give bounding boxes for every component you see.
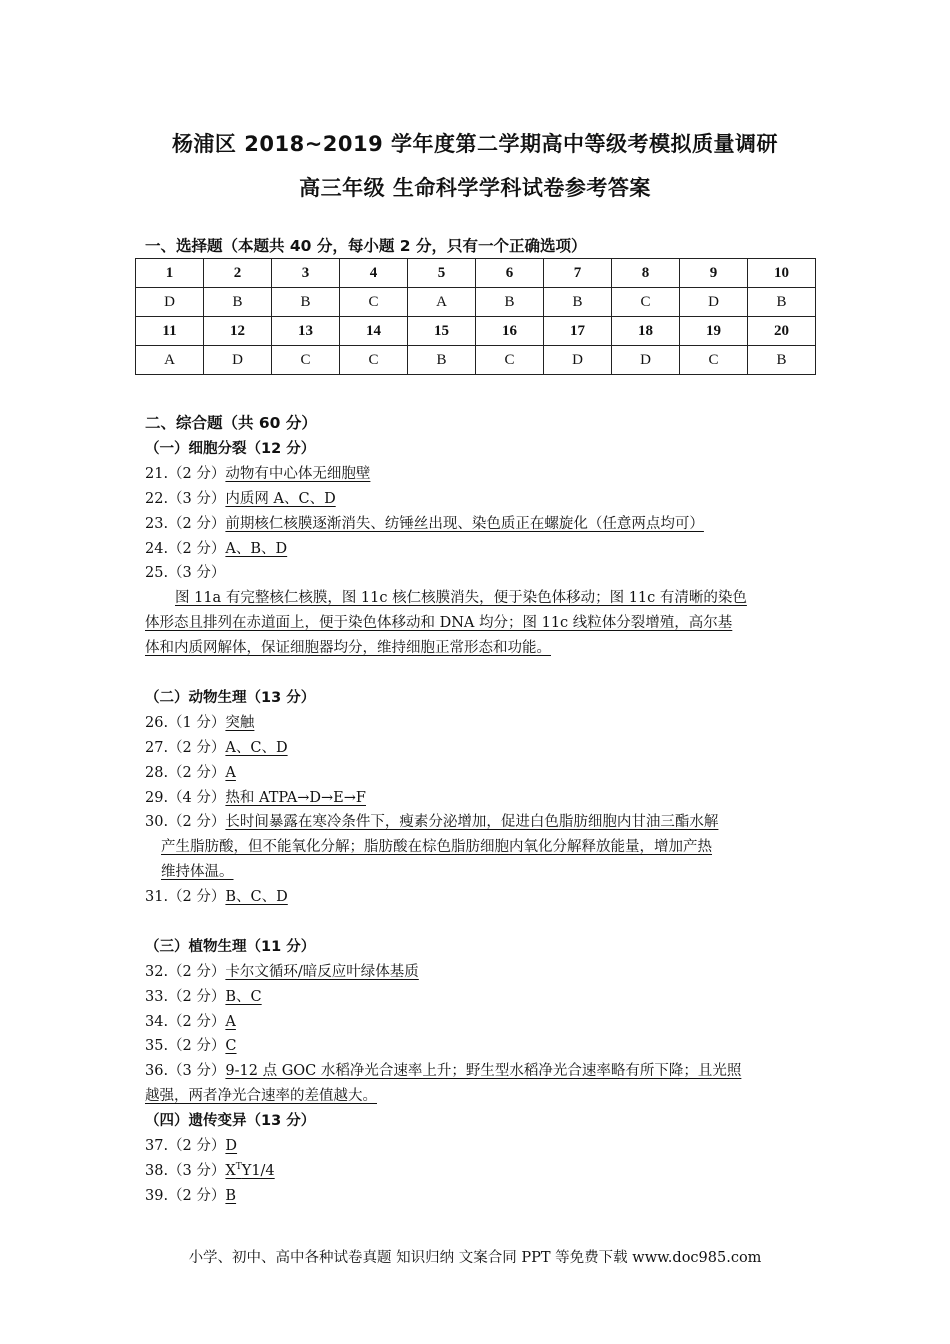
part-4-title: （四）遗传变异（13 分）	[145, 1113, 316, 1129]
table-cell: 7	[544, 259, 612, 288]
answer-text: 长时间暴露在寒冷条件下，瘦素分泌增加，促进白色脂肪细胞内甘油三酯水解	[225, 814, 719, 830]
question-prefix: 30.（2 分）	[145, 814, 226, 830]
table-cell: 19	[680, 317, 748, 346]
table-cell: D	[204, 346, 272, 375]
answer-x: X	[225, 1163, 236, 1179]
table-cell: 14	[340, 317, 408, 346]
answer-30-line-1	[145, 810, 718, 831]
answer-text: B、C、D	[225, 889, 288, 905]
answer-35	[145, 1034, 237, 1055]
answer-text: A	[225, 765, 236, 781]
table-cell: 13	[272, 317, 340, 346]
answer-text	[225, 1163, 274, 1179]
table-cell: 18	[612, 317, 680, 346]
question-prefix: 33.（2 分）	[145, 989, 226, 1005]
table-cell: 20	[748, 317, 816, 346]
answer-24	[145, 537, 287, 558]
table-row-answers-1	[136, 288, 816, 317]
answer-25-line-3: 体和内质网解体，保证细胞器均分，维持细胞正常形态和功能。	[145, 640, 551, 656]
table-cell: C	[272, 346, 340, 375]
question-prefix: 27.（2 分）	[145, 740, 226, 756]
table-cell: B	[476, 288, 544, 317]
question-prefix: 31.（2 分）	[145, 889, 226, 905]
answer-34	[145, 1010, 236, 1031]
table-cell: B	[544, 288, 612, 317]
page-subtitle: 高三年级 生命科学学科试卷参考答案	[299, 176, 651, 200]
answer-text: A、C、D	[225, 740, 288, 756]
table-cell: C	[340, 288, 408, 317]
section-1-heading: 一、选择题（本题共 40 分，每小题 2 分，只有一个正确选项）	[145, 237, 587, 255]
question-prefix: 35.（2 分）	[145, 1038, 226, 1054]
answer-36-line-2: 越强，两者净光合速率的差值越大。	[145, 1088, 377, 1104]
answer-text: C	[225, 1038, 237, 1054]
table-row-numbers-1	[136, 259, 816, 288]
answer-30-line-3: 维持体温。	[161, 864, 234, 880]
answer-25-prefix: 25.（3 分）	[145, 565, 226, 581]
question-prefix: 34.（2 分）	[145, 1014, 226, 1030]
question-prefix: 36.（3 分）	[145, 1063, 226, 1079]
answer-26	[145, 711, 254, 732]
table-cell: D	[544, 346, 612, 375]
answer-36-line-1	[145, 1059, 741, 1080]
table-cell: 15	[408, 317, 476, 346]
table-cell: 12	[204, 317, 272, 346]
page-footer: 小学、初中、高中各种试卷真题 知识归纳 文案合同 PPT 等免费下载 www.doc985.com	[188, 1250, 762, 1266]
question-prefix: 26.（1 分）	[145, 715, 226, 731]
answer-text: 突触	[225, 715, 255, 731]
table-cell: A	[408, 288, 476, 317]
answer-text: 内质网 A、C、D	[225, 491, 336, 507]
answer-22	[145, 487, 336, 508]
table-cell: 11	[136, 317, 204, 346]
answer-text: B、C	[225, 989, 262, 1005]
answer-27	[145, 736, 288, 757]
section-2-heading: 二、综合题（共 60 分）	[145, 414, 317, 432]
table-cell: 4	[340, 259, 408, 288]
answer-32	[145, 960, 419, 981]
table-cell: B	[748, 346, 816, 375]
part-1-title: （一）细胞分裂（12 分）	[145, 441, 316, 457]
answer-text: 动物有中心体无细胞壁	[225, 466, 371, 482]
table-cell: 8	[612, 259, 680, 288]
answer-39	[145, 1184, 236, 1205]
question-prefix: 28.（2 分）	[145, 765, 226, 781]
question-prefix: 23.（2 分）	[145, 516, 226, 532]
table-cell: 2	[204, 259, 272, 288]
answer-text: 卡尔文循环/暗反应叶绿体基质	[225, 964, 419, 980]
answer-31	[145, 885, 288, 906]
choice-answer-table	[135, 258, 816, 375]
answer-33	[145, 985, 262, 1006]
table-row-numbers-2	[136, 317, 816, 346]
table-cell: 16	[476, 317, 544, 346]
answer-23	[145, 512, 704, 533]
table-cell: C	[340, 346, 408, 375]
answer-text: 前期核仁核膜逐渐消失、纺锤丝出现、染色质正在螺旋化（任意两点均可）	[225, 516, 704, 532]
table-cell: C	[680, 346, 748, 375]
table-row-answers-2	[136, 346, 816, 375]
answer-28	[145, 761, 236, 782]
table-cell: B	[408, 346, 476, 375]
table-cell: B	[272, 288, 340, 317]
table-cell: D	[136, 288, 204, 317]
table-cell: B	[204, 288, 272, 317]
answer-29	[145, 786, 366, 807]
answer-superscript: T	[235, 1162, 242, 1173]
question-prefix: 24.（2 分）	[145, 541, 226, 557]
answer-25-line-2: 体形态且排列在赤道面上，便于染色体移动和 DNA 均分；图 11c 线粒体分裂增殖，高尔基	[145, 615, 733, 631]
table-cell: C	[476, 346, 544, 375]
answer-text: B	[225, 1188, 237, 1204]
question-prefix: 22.（3 分）	[145, 491, 226, 507]
table-cell: 17	[544, 317, 612, 346]
table-cell: 10	[748, 259, 816, 288]
question-prefix: 37.（2 分）	[145, 1138, 226, 1154]
answer-text: 9-12 点 GOC 水稻净光合速率上升；野生型水稻净光合速率略有所下降；且光照	[225, 1063, 742, 1079]
question-prefix: 32.（2 分）	[145, 964, 226, 980]
table-cell: A	[136, 346, 204, 375]
answer-text: D	[225, 1138, 238, 1154]
answer-text: 热和 ATPA→D→E→F	[225, 790, 366, 806]
table-cell: 9	[680, 259, 748, 288]
table-cell: D	[680, 288, 748, 317]
answer-37	[145, 1134, 237, 1155]
table-cell: 5	[408, 259, 476, 288]
table-cell: D	[612, 346, 680, 375]
answer-25-line-1: 图 11a 有完整核仁核膜，图 11c 核仁核膜消失，便于染色体移动；图 11c 有清晰的染色	[175, 590, 747, 606]
answer-21	[145, 462, 370, 483]
part-3-title: （三）植物生理（11 分）	[145, 939, 316, 955]
question-prefix: 29.（4 分）	[145, 790, 226, 806]
table-cell: 3	[272, 259, 340, 288]
table-cell: C	[612, 288, 680, 317]
answer-rest: Y1/4	[241, 1163, 275, 1179]
question-prefix: 38.（3 分）	[145, 1163, 226, 1179]
table-cell: 1	[136, 259, 204, 288]
answer-text: A	[225, 1014, 236, 1030]
table-cell: 6	[476, 259, 544, 288]
answer-30-line-2: 产生脂肪酸，但不能氧化分解；脂肪酸在棕色脂肪细胞内氧化分解释放能量，增加产热	[161, 839, 712, 855]
answer-38	[145, 1159, 275, 1180]
table-cell: B	[748, 288, 816, 317]
page-title: 杨浦区 2018~2019 学年度第二学期高中等级考模拟质量调研	[171, 132, 779, 156]
part-2-title: （二）动物生理（13 分）	[145, 690, 316, 706]
answer-text: A、B、D	[225, 541, 288, 557]
question-prefix: 21.（2 分）	[145, 466, 226, 482]
question-prefix: 39.（2 分）	[145, 1188, 226, 1204]
